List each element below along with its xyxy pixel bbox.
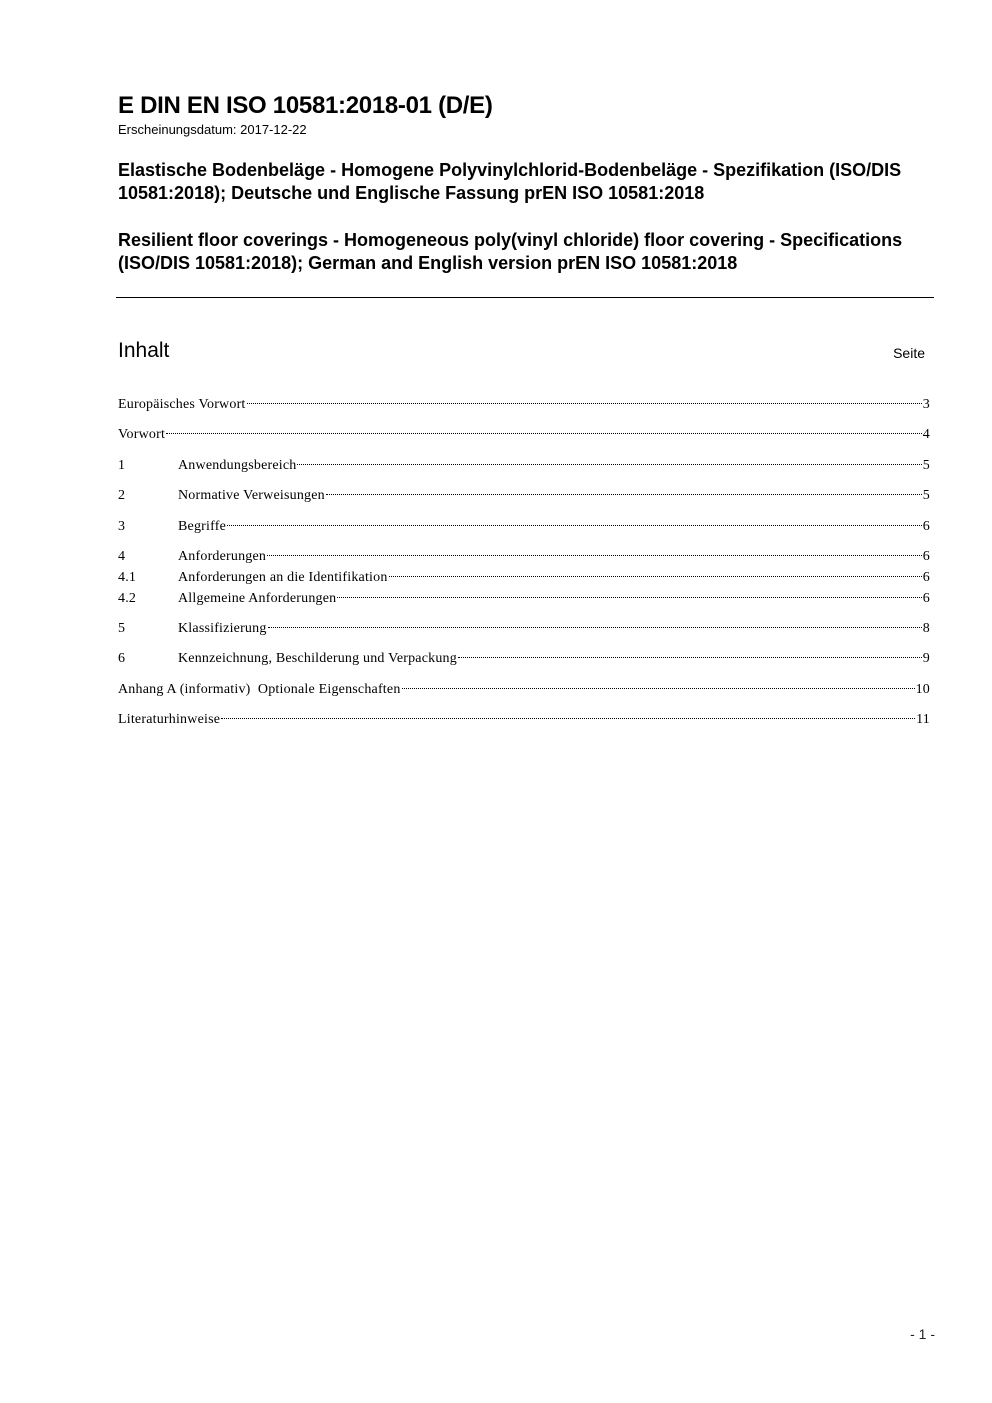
toc-page-column-label: Seite xyxy=(893,345,925,361)
toc-entry-number: 4.2 xyxy=(118,591,137,606)
toc-entry-title: Allgemeine Anforderungen xyxy=(178,591,337,606)
header-divider xyxy=(116,297,934,298)
dot-leader xyxy=(337,597,921,598)
toc-entry-normative-references[interactable] xyxy=(118,487,930,505)
dot-leader xyxy=(221,718,915,719)
toc-entry-page: 4 xyxy=(922,427,930,442)
toc-entry-number: 4 xyxy=(118,549,126,564)
toc-entry-page: 3 xyxy=(922,397,930,412)
toc-entry-title: Anhang A (informativ) Optionale Eigenschaften xyxy=(118,682,401,697)
toc-entry-number: 3 xyxy=(118,519,126,534)
document-id: E DIN EN ISO 10581:2018-01 (D/E) xyxy=(118,92,493,119)
dot-leader xyxy=(326,494,922,495)
toc-entry-requirements[interactable] xyxy=(118,548,930,566)
toc-entry-page: 11 xyxy=(916,712,930,727)
toc-entry-title: Kennzeichnung, Beschilderung und Verpackung xyxy=(178,651,457,666)
toc-entry-title: Anwendungsbereich xyxy=(178,458,297,473)
dot-leader xyxy=(297,464,921,465)
dot-leader xyxy=(227,525,922,526)
toc-entry-number: 2 xyxy=(118,488,126,503)
toc-entry-title: Begriffe xyxy=(178,519,226,534)
toc-entry-title: Anforderungen xyxy=(178,549,267,564)
toc-entry-page: 5 xyxy=(922,488,930,503)
page-number: - 1 - xyxy=(910,1326,935,1342)
toc-entry-page: 6 xyxy=(922,591,930,606)
toc-entry-number: 6 xyxy=(118,651,126,666)
toc-entry-page: 9 xyxy=(922,651,930,666)
toc-entry-bibliography[interactable] xyxy=(118,711,930,729)
toc-entry-identification-requirements[interactable] xyxy=(118,569,930,587)
toc-entry-page: 8 xyxy=(922,621,930,636)
toc-entry-number: 4.1 xyxy=(118,570,137,585)
toc-entry-european-foreword[interactable] xyxy=(118,396,930,414)
toc-entry-marking-labelling-packaging[interactable] xyxy=(118,650,930,668)
dot-leader xyxy=(402,688,915,689)
toc-entry-number: 5 xyxy=(118,621,126,636)
toc-entry-annex-a[interactable] xyxy=(118,681,930,699)
toc-entry-title: Klassifizierung xyxy=(178,621,267,636)
toc-entry-title: Europäisches Vorwort xyxy=(118,397,246,412)
toc-entry-page: 6 xyxy=(922,519,930,534)
toc-entry-scope[interactable] xyxy=(118,457,930,475)
toc-entry-page: 6 xyxy=(922,570,930,585)
toc-entry-title: Vorwort xyxy=(118,427,166,442)
dot-leader xyxy=(389,576,922,577)
toc-entry-page: 10 xyxy=(915,682,930,697)
toc-entry-title: Anforderungen an die Identifikation xyxy=(178,570,388,585)
dot-leader xyxy=(247,403,922,404)
toc-entry-title: Normative Verweisungen xyxy=(178,488,325,503)
publication-date: Erscheinungsdatum: 2017-12-22 xyxy=(118,122,307,137)
toc-entry-page: 6 xyxy=(922,549,930,564)
dot-leader xyxy=(267,555,922,556)
toc-entry-classification[interactable] xyxy=(118,620,930,638)
toc-entry-title: Literaturhinweise xyxy=(118,712,221,727)
toc-heading: Inhalt xyxy=(118,339,170,362)
title-german: Elastische Bodenbeläge - Homogene Polyvinylchlorid-Bodenbeläge - Spezifikation (ISO/DIS 10581:2018); Deutsche und Englische Fassung prEN ISO 10581:2018 xyxy=(118,160,902,203)
dot-leader xyxy=(268,627,922,628)
toc-entry-page: 5 xyxy=(922,458,930,473)
dot-leader xyxy=(166,433,922,434)
toc-entry-number: 1 xyxy=(118,458,126,473)
toc-entry-general-requirements[interactable] xyxy=(118,590,930,608)
title-english: Resilient floor coverings - Homogeneous poly(vinyl chloride) floor covering - Specifications (ISO/DIS 10581:2018); German and English version prEN ISO 10581:2018 xyxy=(118,230,903,273)
toc-entry-terms[interactable] xyxy=(118,518,930,536)
toc-entry-foreword[interactable] xyxy=(118,426,930,444)
dot-leader xyxy=(458,657,922,658)
